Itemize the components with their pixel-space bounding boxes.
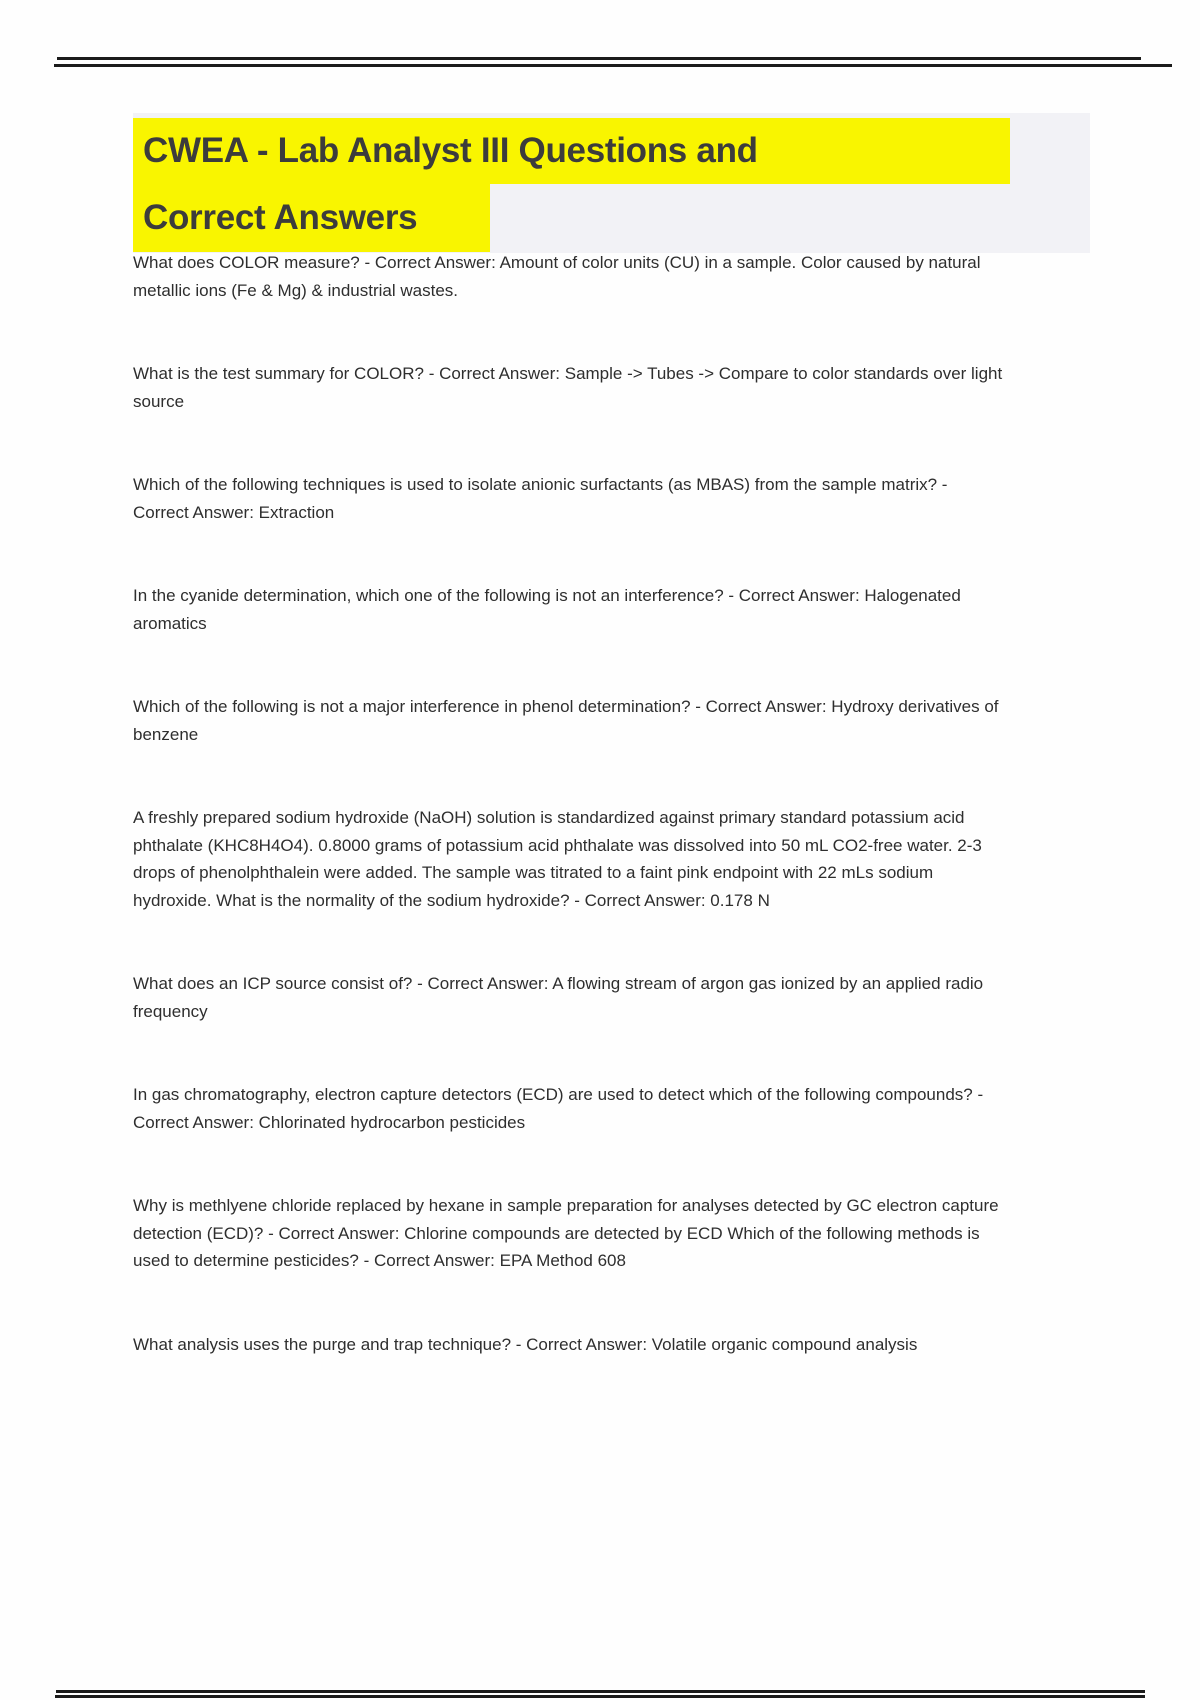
qa-paragraph: What does COLOR measure? - Correct Answer: Amount of color units (CU) in a sample. Color caused by natural metallic ions (Fe & Mg) & industrial wastes. bbox=[133, 253, 981, 300]
qa-paragraph: A freshly prepared sodium hydroxide (NaOH) solution is standardized against primary standard potassium acid phthalate (KHC8H4O4). 0.8000 grams of potassium acid phthalate was dissolved into 50 mL CO2-free water. 2-3 drops of phenolphthalein were added. The sample was titrated to a faint pink endpoint with 22 mLs sodium hydroxide. What is the normality of the sodium hydroxide? - Correct Answer: 0.178 N bbox=[133, 808, 982, 910]
qa-paragraph: What analysis uses the purge and trap technique? - Correct Answer: Volatile organic compound analysis bbox=[133, 1334, 918, 1354]
bottom-border-line-2 bbox=[55, 1695, 1145, 1698]
qa-paragraph: Why is methlyene chloride replaced by hexane in sample preparation for analyses detected by GC electron capture detection (ECD)? - Correct Answer: Chlorine compounds are detected by ECD Which of the following methods is used to determine pesticides? - Correct Answer: EPA Method 608 bbox=[133, 1196, 999, 1270]
qa-paragraph: In the cyanide determination, which one of the following is not an interference? - Correct Answer: Halogenated aromatics bbox=[133, 586, 961, 633]
qa-paragraph: Which of the following techniques is used to isolate anionic surfactants (as MBAS) from the sample matrix? - Correct Answer: Extraction bbox=[133, 475, 948, 522]
top-border-line-1 bbox=[57, 57, 1141, 60]
qa-paragraph: In gas chromatography, electron capture detectors (ECD) are used to detect which of the following compounds? - Correct Answer: Chlorinated hydrocarbon pesticides bbox=[133, 1085, 984, 1132]
bottom-border-line-1 bbox=[56, 1690, 1145, 1693]
top-border-line-2 bbox=[54, 64, 1172, 67]
document-title bbox=[133, 118, 1010, 252]
title-line-2: Correct Answers bbox=[133, 184, 490, 252]
qa-paragraph: What is the test summary for COLOR? - Correct Answer: Sample -> Tubes -> Compare to color standards over light source bbox=[133, 364, 1003, 411]
document-body bbox=[133, 249, 1003, 1414]
qa-paragraph: Which of the following is not a major interference in phenol determination? - Correct Answer: Hydroxy derivatives of benzene bbox=[133, 697, 999, 744]
qa-paragraph: What does an ICP source consist of? - Correct Answer: A flowing stream of argon gas ionized by an applied radio frequency bbox=[133, 974, 984, 1021]
title-line-1: CWEA - Lab Analyst III Questions and bbox=[133, 118, 1010, 184]
